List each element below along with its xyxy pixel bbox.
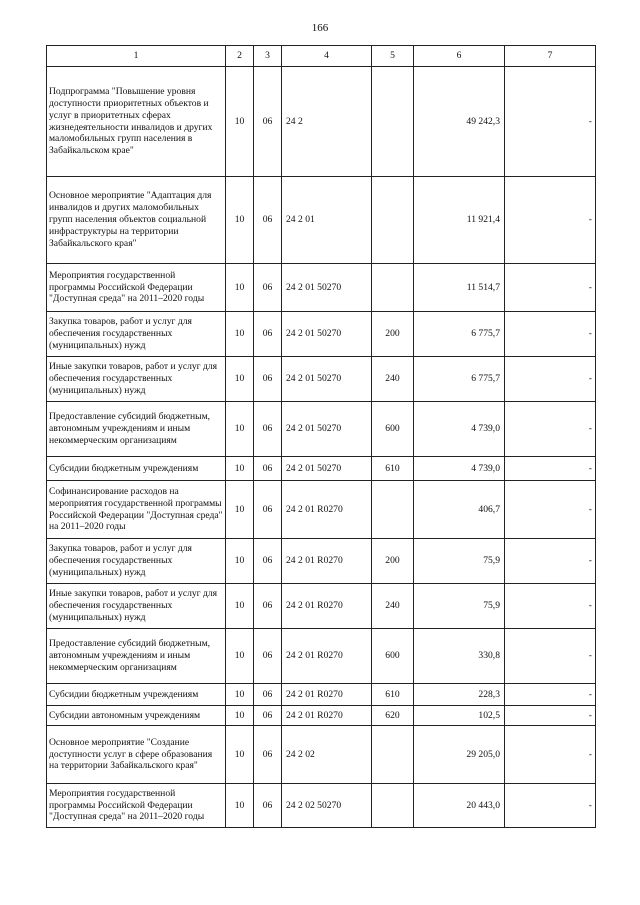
row-name: Субсидии бюджетным учреждениям <box>47 684 226 706</box>
row-expense-type <box>372 481 414 539</box>
row-col7: - <box>505 402 596 457</box>
row-target-code: 24 2 <box>282 67 372 177</box>
row-amount: 102,5 <box>414 706 505 726</box>
table-row <box>47 312 596 357</box>
row-expense-type: 600 <box>372 402 414 457</box>
col-header-6: 6 <box>414 46 505 67</box>
row-section: 10 <box>226 402 254 457</box>
row-section: 10 <box>226 784 254 828</box>
row-amount: 406,7 <box>414 481 505 539</box>
row-subsection: 06 <box>254 264 282 312</box>
row-subsection: 06 <box>254 67 282 177</box>
row-expense-type: 200 <box>372 312 414 357</box>
row-amount: 49 242,3 <box>414 67 505 177</box>
row-target-code: 24 2 01 50270 <box>282 457 372 481</box>
row-subsection: 06 <box>254 357 282 402</box>
row-name: Предоставление субсидий бюджетным, автономным учреждениям и иным некоммерческим организациям <box>47 402 226 457</box>
row-name: Основное мероприятие "Создание доступности услуг в сфере образования на территории Забайкальского края" <box>47 726 226 784</box>
row-name: Предоставление субсидий бюджетным, автономным учреждениям и иным некоммерческим организациям <box>47 629 226 684</box>
row-target-code: 24 2 01 R0270 <box>282 629 372 684</box>
row-subsection: 06 <box>254 784 282 828</box>
row-subsection: 06 <box>254 312 282 357</box>
row-name: Иные закупки товаров, работ и услуг для обеспечения государственных (муниципальных) нужд <box>47 357 226 402</box>
row-col7: - <box>505 726 596 784</box>
row-name: Софинансирование расходов на мероприятия государственной программы Российской Федерации "Доступная среда" на 2011–2020 годы <box>47 481 226 539</box>
row-name: Иные закупки товаров, работ и услуг для обеспечения государственных (муниципальных) нужд <box>47 584 226 629</box>
table-row <box>47 726 596 784</box>
table-row <box>47 357 596 402</box>
row-expense-type: 600 <box>372 629 414 684</box>
row-subsection: 06 <box>254 481 282 539</box>
row-name: Закупка товаров, работ и услуг для обеспечения государственных (муниципальных) нужд <box>47 539 226 584</box>
row-expense-type <box>372 784 414 828</box>
row-target-code: 24 2 01 <box>282 177 372 264</box>
row-amount: 228,3 <box>414 684 505 706</box>
row-target-code: 24 2 01 R0270 <box>282 684 372 706</box>
row-amount: 4 739,0 <box>414 457 505 481</box>
row-section: 10 <box>226 357 254 402</box>
row-col7: - <box>505 784 596 828</box>
col-header-3: 3 <box>254 46 282 67</box>
row-name: Мероприятия государственной программы Российской Федерации "Доступная среда" на 2011–2020 годы <box>47 784 226 828</box>
row-expense-type <box>372 67 414 177</box>
row-target-code: 24 2 01 R0270 <box>282 481 372 539</box>
row-col7: - <box>505 67 596 177</box>
col-header-7: 7 <box>505 46 596 67</box>
row-amount: 11 514,7 <box>414 264 505 312</box>
table-row <box>47 784 596 828</box>
col-header-2: 2 <box>226 46 254 67</box>
row-amount: 29 205,0 <box>414 726 505 784</box>
row-col7: - <box>505 539 596 584</box>
row-target-code: 24 2 01 50270 <box>282 264 372 312</box>
table-row <box>47 177 596 264</box>
row-amount: 330,8 <box>414 629 505 684</box>
table-row <box>47 402 596 457</box>
row-amount: 75,9 <box>414 539 505 584</box>
row-amount: 75,9 <box>414 584 505 629</box>
row-col7: - <box>505 706 596 726</box>
row-section: 10 <box>226 726 254 784</box>
row-section: 10 <box>226 539 254 584</box>
row-target-code: 24 2 01 50270 <box>282 357 372 402</box>
row-subsection: 06 <box>254 706 282 726</box>
row-expense-type: 610 <box>372 684 414 706</box>
page-number: 166 <box>311 22 329 34</box>
row-subsection: 06 <box>254 177 282 264</box>
row-name: Субсидии бюджетным учреждениям <box>47 457 226 481</box>
row-section: 10 <box>226 264 254 312</box>
row-section: 10 <box>226 457 254 481</box>
table-row <box>47 264 596 312</box>
budget-table <box>46 45 596 828</box>
row-section: 10 <box>226 684 254 706</box>
row-col7: - <box>505 629 596 684</box>
row-col7: - <box>505 584 596 629</box>
row-target-code: 24 2 01 50270 <box>282 402 372 457</box>
row-expense-type: 610 <box>372 457 414 481</box>
row-section: 10 <box>226 312 254 357</box>
row-col7: - <box>505 312 596 357</box>
row-subsection: 06 <box>254 539 282 584</box>
row-expense-type: 240 <box>372 357 414 402</box>
row-name: Подпрограмма "Повышение уровня доступности приоритетных объектов и услуг в приоритетных сферах жизнедеятельности инвалидов и других маломобильных групп населения в Забайкальском крае" <box>47 67 226 177</box>
table-row <box>47 629 596 684</box>
row-col7: - <box>505 264 596 312</box>
row-target-code: 24 2 02 50270 <box>282 784 372 828</box>
table-row <box>47 481 596 539</box>
row-subsection: 06 <box>254 629 282 684</box>
row-name: Закупка товаров, работ и услуг для обеспечения государственных (муниципальных) нужд <box>47 312 226 357</box>
row-amount: 4 739,0 <box>414 402 505 457</box>
row-col7: - <box>505 457 596 481</box>
table-row <box>47 684 596 706</box>
row-expense-type <box>372 264 414 312</box>
row-target-code: 24 2 01 R0270 <box>282 539 372 584</box>
row-subsection: 06 <box>254 402 282 457</box>
row-section: 10 <box>226 629 254 684</box>
row-target-code: 24 2 01 R0270 <box>282 584 372 629</box>
row-subsection: 06 <box>254 457 282 481</box>
row-target-code: 24 2 02 <box>282 726 372 784</box>
row-amount: 11 921,4 <box>414 177 505 264</box>
row-amount: 20 443,0 <box>414 784 505 828</box>
row-expense-type <box>372 726 414 784</box>
row-section: 10 <box>226 67 254 177</box>
row-subsection: 06 <box>254 726 282 784</box>
col-header-4: 4 <box>282 46 372 67</box>
row-name: Мероприятия государственной программы Российской Федерации "Доступная среда" на 2011–2020 годы <box>47 264 226 312</box>
row-name: Основное мероприятие "Адаптация для инвалидов и других маломобильных групп населения объектов социальной инфраструктуры на территории Забайкальского края" <box>47 177 226 264</box>
row-expense-type: 200 <box>372 539 414 584</box>
row-amount: 6 775,7 <box>414 312 505 357</box>
col-header-1: 1 <box>47 46 226 67</box>
row-section: 10 <box>226 481 254 539</box>
row-amount: 6 775,7 <box>414 357 505 402</box>
row-expense-type: 240 <box>372 584 414 629</box>
row-col7: - <box>505 684 596 706</box>
row-section: 10 <box>226 706 254 726</box>
col-header-5: 5 <box>372 46 414 67</box>
row-col7: - <box>505 481 596 539</box>
row-col7: - <box>505 357 596 402</box>
table-row <box>47 67 596 177</box>
row-target-code: 24 2 01 50270 <box>282 312 372 357</box>
row-name: Субсидии автономным учреждениям <box>47 706 226 726</box>
table-row <box>47 706 596 726</box>
header-row <box>47 46 596 67</box>
row-subsection: 06 <box>254 584 282 629</box>
row-expense-type: 620 <box>372 706 414 726</box>
table-row <box>47 584 596 629</box>
row-section: 10 <box>226 177 254 264</box>
row-target-code: 24 2 01 R0270 <box>282 706 372 726</box>
table-row <box>47 457 596 481</box>
table-row <box>47 539 596 584</box>
row-subsection: 06 <box>254 684 282 706</box>
row-expense-type <box>372 177 414 264</box>
row-section: 10 <box>226 584 254 629</box>
row-col7: - <box>505 177 596 264</box>
